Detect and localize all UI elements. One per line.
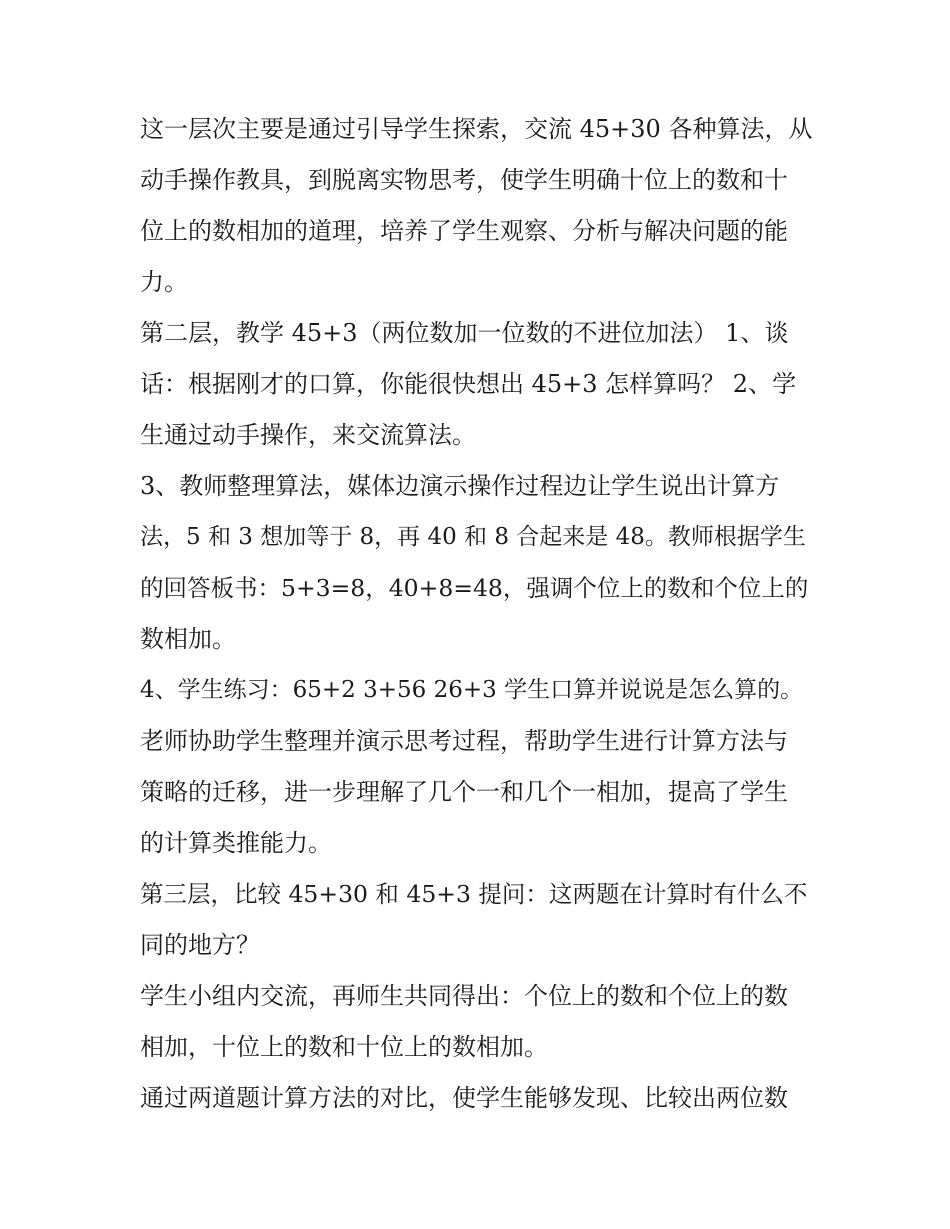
text-line: 策略的迁移，进一步理解了几个一和几个一相加，提高了学生 [140, 778, 788, 806]
paragraph-3 [140, 461, 815, 665]
text-line: 力。 [140, 268, 188, 296]
text-line: 位上的数相加的道理，培养了学生观察、分析与解决问题的能 [140, 217, 788, 245]
text-line: 的回答板书：5+3=8，40+8=48，强调个位上的数和个位上的 [140, 574, 809, 602]
paragraph-4 [140, 665, 815, 716]
text-line: 3、教师整理算法，媒体边演示操作过程边让学生说出计算方 [140, 472, 780, 500]
text-line: 第二层，教学 45+3（两位数加一位数的不进位加法） 1、谈 [140, 319, 789, 347]
text-line: 4、学生练习：65+2 3+56 26+3 学生口算并说说是怎么算的。 [140, 677, 804, 703]
text-line: 法，5 和 3 想加等于 8，再 40 和 8 合起来是 48。教师根据学生 [140, 524, 806, 550]
text-line: 这一层次主要是通过引导学生探索，交流 45+30 各种算法，从 [140, 115, 813, 143]
paragraph-7 [140, 971, 815, 1073]
text-line: 同的地方？ [140, 931, 260, 959]
text-line: 话：根据刚才的口算，你能很快想出 45+3 怎样算吗？ 2、学 [140, 370, 797, 398]
text-line: 的计算类推能力。 [140, 829, 332, 857]
document-body [140, 104, 815, 1124]
text-line: 学生小组内交流，再师生共同得出：个位上的数和个位上的数 [140, 982, 788, 1010]
paragraph-8 [140, 1073, 815, 1124]
paragraph-6 [140, 869, 815, 971]
paragraph-1 [140, 104, 815, 308]
text-line: 动手操作教具，到脱离实物思考，使学生明确十位上的数和十 [140, 166, 788, 194]
paragraph-2 [140, 308, 815, 461]
text-line: 数相加。 [140, 625, 236, 653]
text-line: 第三层，比较 45+30 和 45+3 提问：这两题在计算时有什么不 [140, 880, 808, 908]
text-line: 通过两道题计算方法的对比，使学生能够发现、比较出两位数 [140, 1084, 788, 1112]
text-line: 相加，十位上的数和十位上的数相加。 [140, 1033, 548, 1061]
text-line: 生通过动手操作，来交流算法。 [140, 421, 476, 449]
paragraph-5 [140, 716, 815, 869]
text-line: 老师协助学生整理并演示思考过程，帮助学生进行计算方法与 [140, 727, 788, 755]
